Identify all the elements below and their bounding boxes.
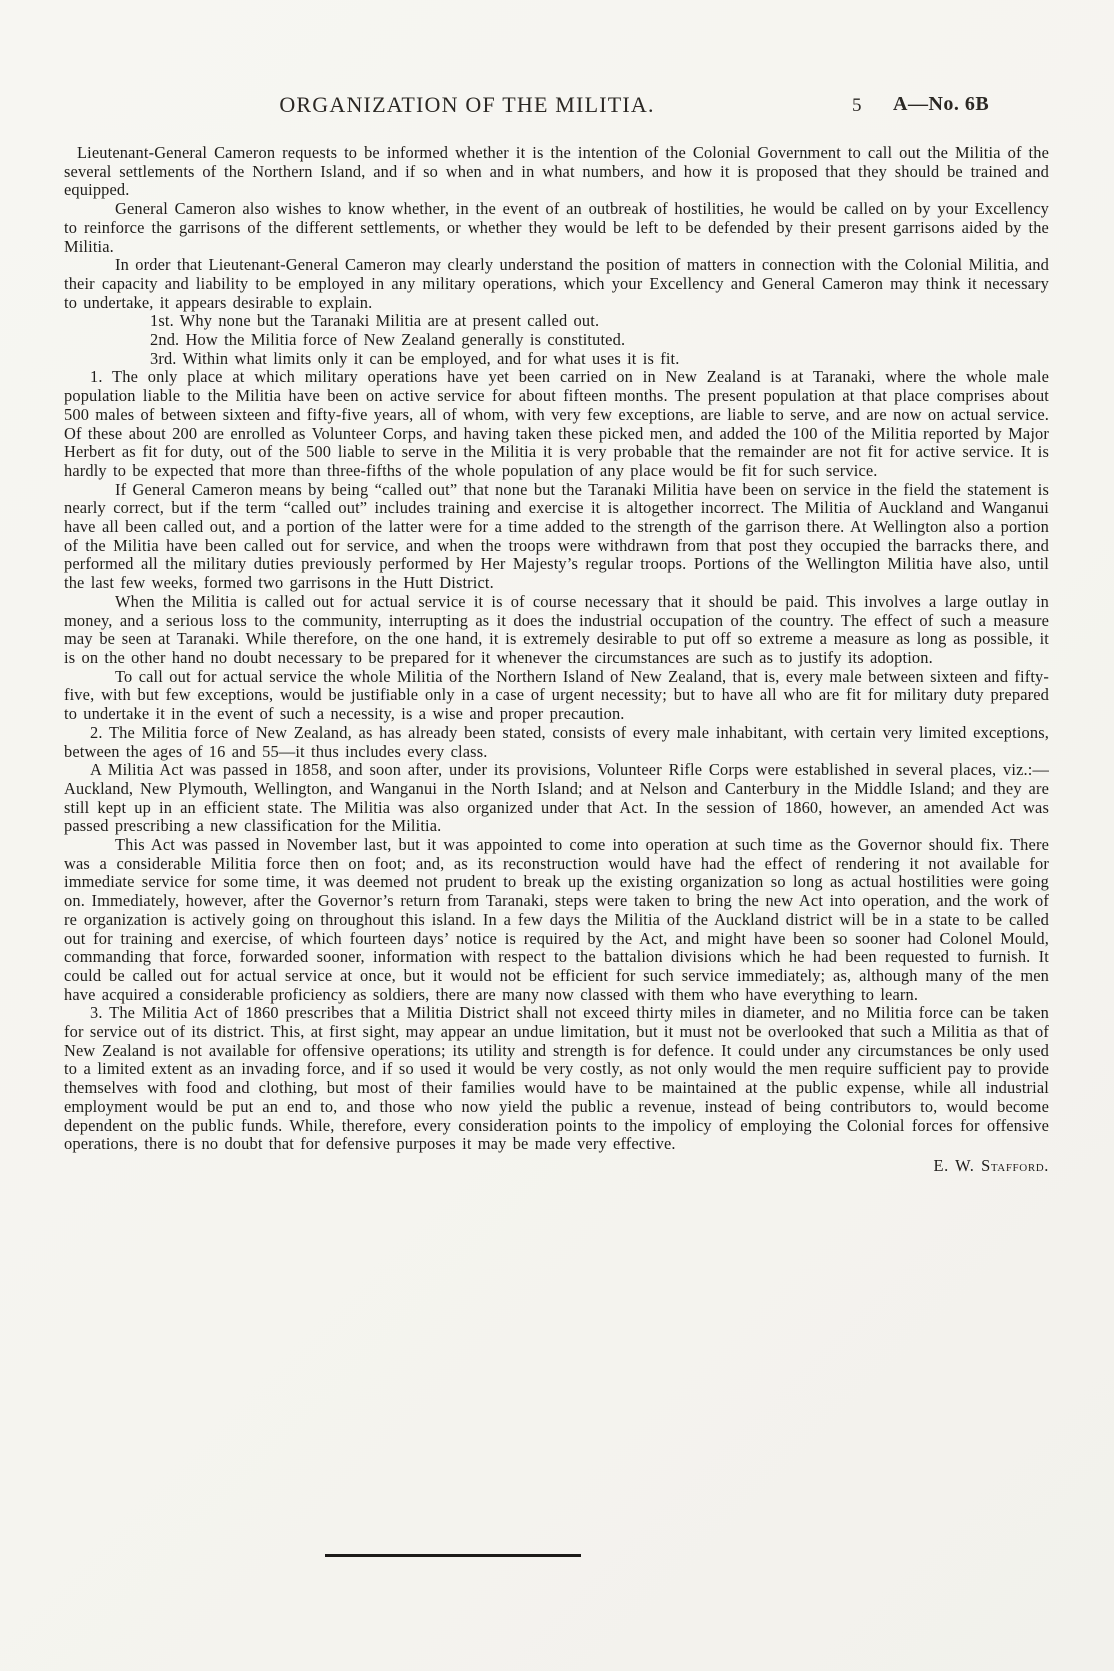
paragraph: 3. The Militia Act of 1860 prescribes that a Militia District shall not exceed thirty miles in diameter, and no Militia force can be taken for service out of its district. This, at first sight, may appear an undue limitation, but it must not be overlooked that such a Militia as that of New Zealand is not available for offensive operations; its utility and strength is for defence. It could under any circumstances be only used to a limited extent as an invading force, and if so used it would be very costly, as not only would the men require sufficient pay to provide themselves with food and clothing, but most of their families would have to be maintained at the public expense, while all industrial employment would be put an end to, and those who now yield the public a revenue, instead of being contributors to, would become dependent on the public funds. While, therefore, every consideration points to the impolicy of employing the Colonial forces for offensive operations, there is no doubt that for defensive purposes it may be made very effective. <box>64 1003 1049 1154</box>
list-item: 2nd. How the Militia force of New Zealand generally is constituted. <box>150 330 626 350</box>
paragraph: General Cameron also wishes to know whether, in the event of an outbreak of hostilities, he would be called on by your Excellency to reinforce the garrisons of the different settlements, or whether they would be left to be defended by their present garrisons aided by the Militia. <box>64 199 1049 256</box>
signature: E. W. Stafford. <box>933 1155 1049 1175</box>
document-body <box>64 144 1049 1176</box>
list-item: 1st. Why none but the Taranaki Militia are at present called out. <box>150 311 600 331</box>
paragraph: 1. The only place at which military operations have yet been carried on in New Zealand is at Taranaki, where the whole male population liable to the Militia have been on active service for about fifteen months. The present population at that place comprises about 500 males of between sixteen and fifty-five years, all of whom, with very few exceptions, are liable to serve, and are now on actual service. Of these about 200 are enrolled as Volunteer Corps, and having taken these picked men, and added the 100 of the Militia reported by Major Herbert as fit for duty, out of the 500 liable to serve in the Militia it is very probable that the remainder are not fit for active service. It is hardly to be expected that more than three-fifths of the whole population of any place would be fit for such service. <box>64 367 1049 480</box>
paragraph: If General Cameron means by being “called out” that none but the Taranaki Militia have been on service in the field the statement is nearly correct, but if the term “called out” includes training and exercise it is altogether incorrect. The Militia of Auckland and Wanganui have all been called out, and a portion of the latter were for a time added to the strength of the garrison there. At Wellington also a portion of the Militia have been called out for service, and when the troops were withdrawn from that post they occupied the barracks there, and performed all the military duties previously performed by Her Majesty’s regular troops. Portions of the Wellington Militia have also, until the last few weeks, formed two garrisons in the Hutt District. <box>64 479 1049 593</box>
paragraph: 2. The Militia force of New Zealand, as has already been stated, consists of every male inhabitant, with certain very limited exceptions, between the ages of 16 and 55—it thus includes every class. <box>64 722 1049 761</box>
page-title: ORGANIZATION OF THE MILITIA. <box>279 92 655 117</box>
list-item: 3rd. Within what limits only it can be employed, and for what uses it is fit. <box>150 348 680 368</box>
paragraph: This Act was passed in November last, but it was appointed to come into operation at such time as the Governor should fix. There was a considerable Militia force then on foot; and, as its reconstruction would have had the effect of rendering it not available for immediate service for some time, it was deemed not prudent to break up the existing organization so long as actual hostilities were going on. Immediately, however, after the Governor’s return from Taranaki, steps were taken to bring the new Act into operation, and the work of re organization is actively going on throughout this island. In a few days the Militia of the Auckland district will be in a state to be called out for training and exercise, of which fourteen days’ notice is required by the Act, and might have been so sooner had Colonel Mould, commanding that force, forwarded sooner, information with respect to the battalion divisions which he had been requested to furnish. It could be called out for actual service at once, but it would not be efficient for such service immediately; as, although many of the men have acquired a considerable proficiency as soldiers, there are many now classed with them who have everything to learn. <box>64 835 1049 1004</box>
paragraph: In order that Lieutenant-General Cameron may clearly understand the position of matters in connection with the Colonial Militia, and their capacity and liability to be employed in any military operations, which your Excellency and General Cameron may think it necessary to undertake, it appears desirable to explain. <box>64 255 1049 312</box>
bottom-divider <box>325 1554 581 1557</box>
paragraph: To call out for actual service the whole Militia of the Northern Island of New Zealand, that is, every male between sixteen and fifty-five, with but few exceptions, would be justifiable only in a case of urgent necessity; but to have all who are fit for military duty prepared to undertake it in the event of such a necessity, is a wise and proper precaution. <box>64 666 1049 724</box>
document-reference: A—No. 6B <box>893 93 990 115</box>
page-number: 5 <box>852 95 862 116</box>
paragraph: When the Militia is called out for actual service it is of course necessary that it should be paid. This involves a large outlay in money, and a serious loss to the community, interrupting as it does the industrial occupation of the country. The effect of such a measure may be seen at Taranaki. While therefore, on the one hand, it is extremely desirable to put off so extreme a measure as long as possible, it is on the other hand no doubt necessary to be prepared for it whenever the circumstances are such as to justify its adoption. <box>64 591 1049 667</box>
paragraph: A Militia Act was passed in 1858, and soon after, under its provisions, Volunteer Rifle Corps were established in several places, viz.:—Auckland, New Plymouth, Wellington, and Wanganui in the North Island; and at Nelson and Canterbury in the Middle Island; and they are still kept up in an efficient state. The Militia was also organized under that Act. In the session of 1860, however, an amended Act was passed prescribing a new classification for the Militia. <box>64 760 1049 836</box>
paragraph: Lieutenant-General Cameron requests to be informed whether it is the intention of the Colonial Government to call out the Militia of the several settlements of the Northern Island, and if so when and in what numbers, and how it is proposed that they should be trained and equipped. <box>64 143 1049 200</box>
